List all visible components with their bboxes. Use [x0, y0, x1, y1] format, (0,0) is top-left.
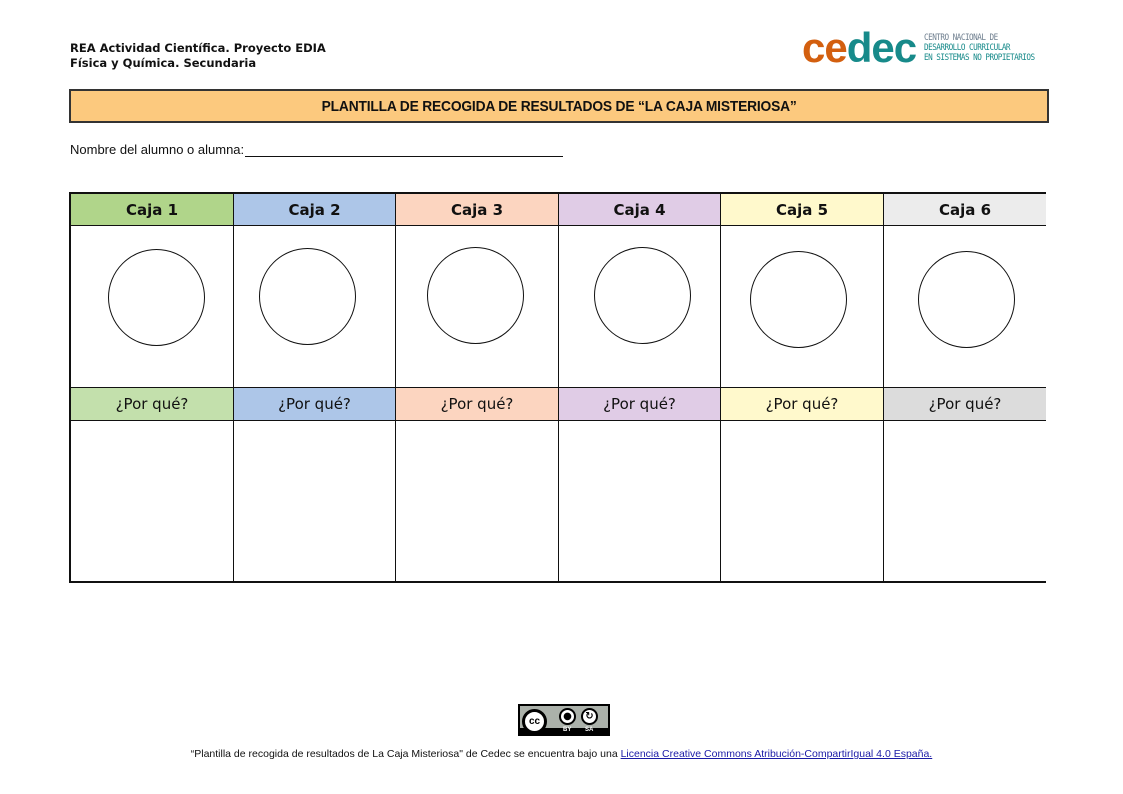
license-link[interactable]: Licencia Creative Commons Atribución-CompartirIgual 4.0 España.	[620, 748, 933, 760]
circle-shape	[108, 249, 205, 346]
box-header: Caja 4	[559, 194, 720, 226]
answer-area[interactable]	[559, 421, 720, 581]
box-drawing-area[interactable]	[559, 226, 720, 388]
license-text: “Plantilla de recogida de resultados de La Caja Misteriosa" de Cedec se encuentra bajo una	[190, 748, 621, 760]
cc-icon: cc	[522, 709, 547, 734]
answer-area[interactable]	[71, 421, 233, 581]
license-footer	[0, 748, 1123, 760]
document-header	[70, 41, 326, 71]
page-title: PLANTILLA DE RECOGIDA DE RESULTADOS DE “LA CAJA MISTERIOSA”	[321, 97, 797, 115]
box-drawing-area[interactable]	[884, 226, 1046, 388]
page-title-banner	[69, 89, 1049, 123]
box-drawing-area[interactable]	[396, 226, 558, 388]
why-label: ¿Por qué?	[71, 388, 233, 421]
student-name-input[interactable]	[245, 144, 563, 157]
circle-shape	[427, 247, 524, 344]
student-name-label: Nombre del alumno o alumna:	[70, 142, 245, 157]
attribution-person-icon: ●	[559, 708, 576, 725]
why-label: ¿Por qué?	[559, 388, 720, 421]
subject-level: Física y Química. Secundaria	[70, 56, 257, 70]
by-label: BY	[563, 727, 572, 733]
box-column-1	[71, 194, 234, 581]
project-title: REA Actividad Científica. Proyecto EDIA	[70, 41, 326, 55]
box-header: Caja 6	[884, 194, 1046, 226]
answer-area[interactable]	[884, 421, 1046, 581]
why-label: ¿Por qué?	[884, 388, 1046, 421]
box-column-5	[721, 194, 884, 581]
box-column-3	[396, 194, 559, 581]
results-table	[69, 192, 1046, 583]
circle-shape	[594, 247, 691, 344]
box-drawing-area[interactable]	[71, 226, 233, 388]
logo-subtitle: CENTRO NACIONAL DE DESARROLLO CURRICULAR EN SISTEMAS NO PROPIETARIOS	[924, 33, 1035, 63]
answer-area[interactable]	[721, 421, 883, 581]
box-header: Caja 2	[234, 194, 395, 226]
cc-by-sa-license-badge[interactable]	[518, 704, 610, 736]
why-label: ¿Por qué?	[721, 388, 883, 421]
circle-shape	[259, 248, 356, 345]
share-alike-icon: ↻	[581, 708, 598, 725]
answer-area[interactable]	[234, 421, 395, 581]
box-header: Caja 5	[721, 194, 883, 226]
box-header: Caja 3	[396, 194, 558, 226]
sa-label: SA	[585, 727, 594, 733]
why-label: ¿Por qué?	[396, 388, 558, 421]
answer-area[interactable]	[396, 421, 558, 581]
why-label: ¿Por qué?	[234, 388, 395, 421]
box-drawing-area[interactable]	[721, 226, 883, 388]
cedec-logo	[802, 26, 1054, 70]
logo-wordmark: cedec	[802, 24, 917, 71]
circle-shape	[750, 251, 847, 348]
circle-shape	[918, 251, 1015, 348]
box-column-6	[884, 194, 1046, 581]
student-name-field	[70, 142, 563, 157]
box-column-4	[559, 194, 721, 581]
box-header: Caja 1	[71, 194, 233, 226]
box-drawing-area[interactable]	[234, 226, 395, 388]
box-column-2	[234, 194, 396, 581]
